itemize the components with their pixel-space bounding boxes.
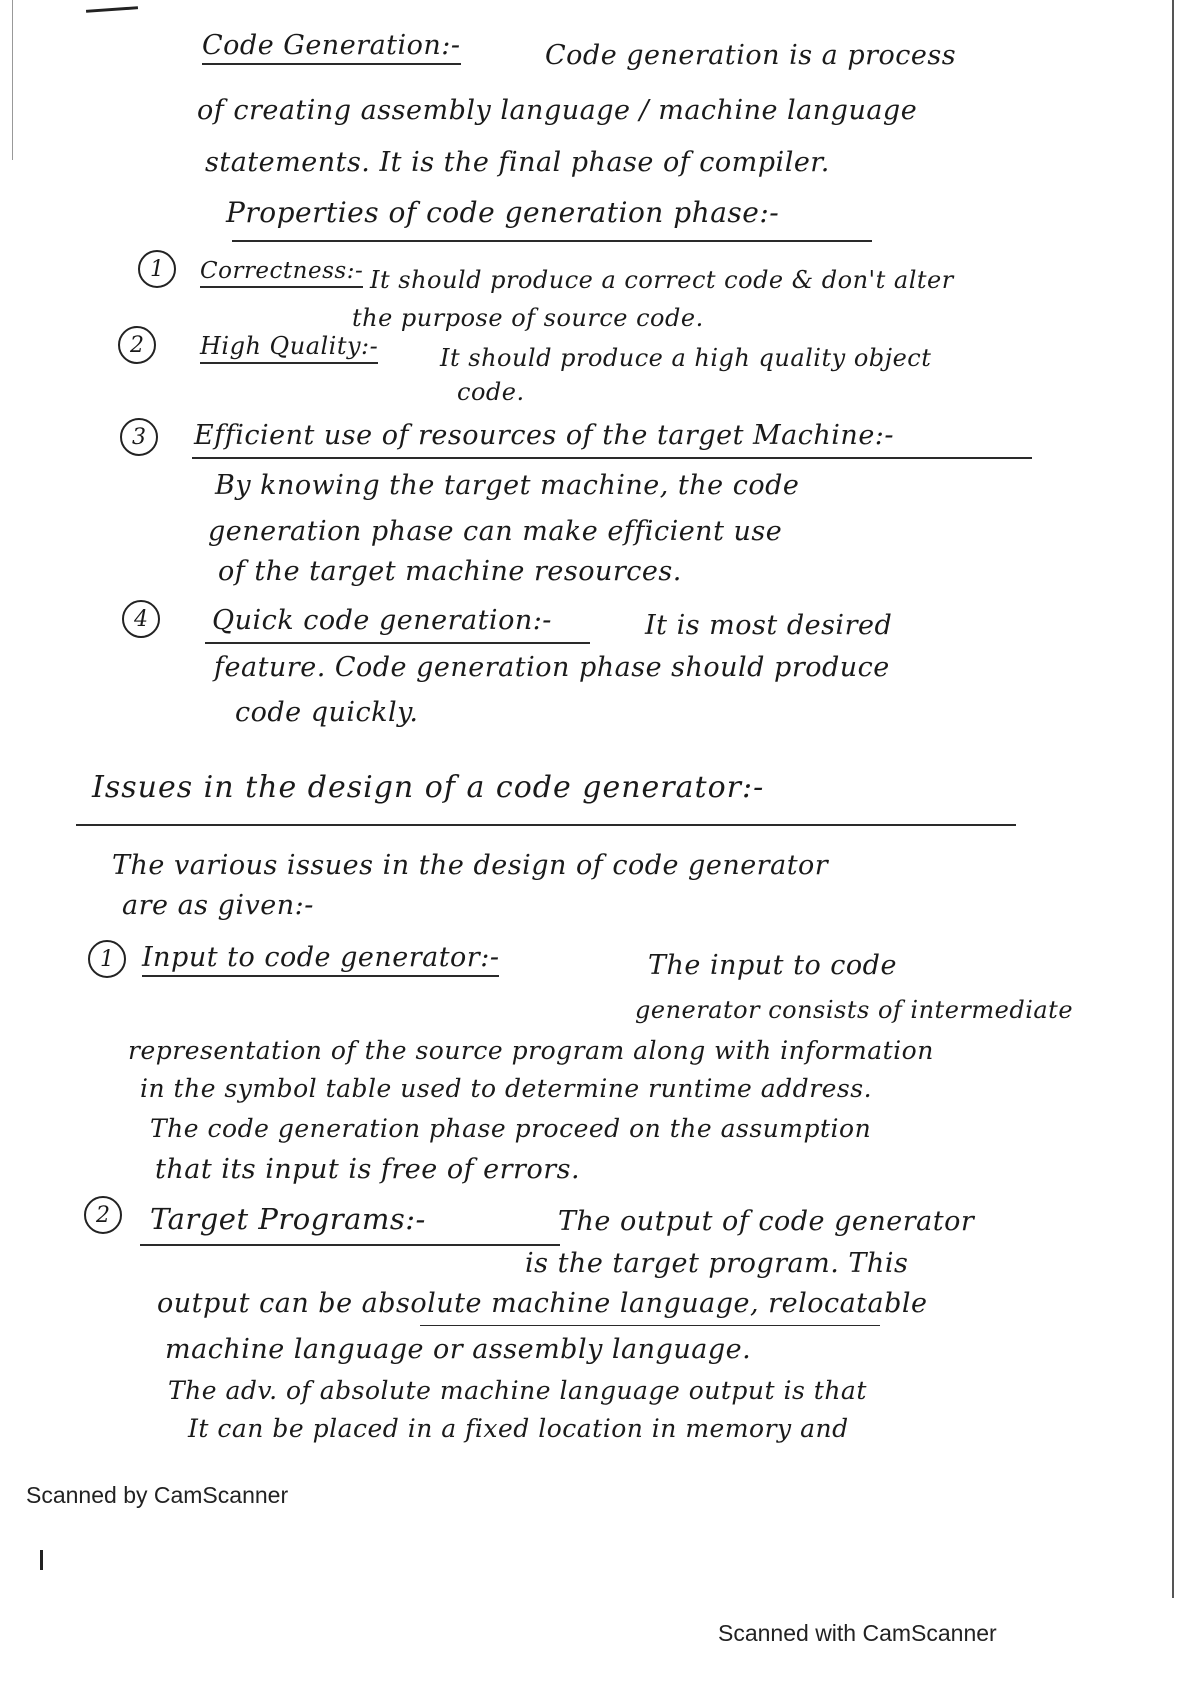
- item-number-1: 1: [138, 250, 176, 288]
- property-2-line-2: code.: [457, 378, 525, 406]
- property-3-line-3: of the target machine resources.: [218, 556, 682, 587]
- issue-number-2: 2: [84, 1196, 122, 1234]
- issue-2-line-5: The adv. of absolute machine language output is that: [168, 1376, 867, 1405]
- property-4-line-1: It is most desired: [645, 610, 893, 641]
- issue-2-line-3-underline: [420, 1325, 880, 1326]
- issue-2-line-6: It can be placed in a fixed location in memory and: [188, 1414, 849, 1443]
- property-1-line-2: the purpose of source code.: [352, 304, 704, 332]
- item-number-2: 2: [118, 326, 156, 364]
- issue-1-line-4: in the symbol table used to determine runtime address.: [140, 1074, 873, 1103]
- issue-2-line-2: is the target program. This: [525, 1248, 909, 1279]
- pen-stroke-mark-left: [40, 1550, 43, 1570]
- issue-1-label: Input to code generator:-: [142, 942, 499, 977]
- property-2-line-1: It should produce a high quality object: [440, 344, 932, 372]
- issue-number-1: 1: [88, 940, 126, 978]
- intro-line-3: statements. It is the final phase of compiler.: [205, 147, 830, 178]
- property-1-line-1: It should produce a correct code & don't alter: [370, 266, 954, 294]
- property-1-label: Correctness:-: [200, 258, 363, 288]
- issues-heading-underline: [76, 824, 1016, 826]
- page-left-edge: [12, 0, 13, 160]
- issue-1-line-5: The code generation phase proceed on the assumption: [150, 1114, 872, 1143]
- issue-2-label: Target Programs:-: [150, 1202, 426, 1236]
- issue-1-line-1: The input to code: [648, 950, 897, 981]
- page-right-edge: [1172, 0, 1174, 1598]
- item-number-4: 4: [122, 600, 160, 638]
- properties-heading: Properties of code generation phase:-: [226, 196, 780, 229]
- issue-1-line-6: that its input is free of errors.: [155, 1154, 581, 1185]
- property-3-line-2: generation phase can make efficient use: [208, 516, 783, 547]
- property-4-line-2: feature. Code generation phase should produce: [214, 652, 890, 683]
- section-title-code-generation: Code Generation:-: [202, 30, 461, 65]
- issues-heading: Issues in the design of a code generator:-: [92, 770, 765, 805]
- intro-line-2: of creating assembly language / machine language: [197, 95, 918, 126]
- issue-2-line-3: output can be absolute machine language, relocatable: [157, 1288, 928, 1319]
- property-3-line-1: By knowing the target machine, the code: [215, 470, 800, 501]
- issue-1-line-2: generator consists of intermediate: [635, 996, 1074, 1024]
- property-4-label-underline: [205, 642, 590, 644]
- issue-2-label-underline: [140, 1244, 560, 1246]
- property-4-line-3: code quickly.: [235, 697, 419, 728]
- issues-intro-line-2: are as given:-: [122, 890, 314, 921]
- issues-intro-line-1: The various issues in the design of code generator: [112, 850, 829, 881]
- pen-stroke-mark: [86, 6, 138, 13]
- property-3-label-underline: [192, 457, 1032, 459]
- property-4-label: Quick code generation:-: [212, 605, 552, 636]
- item-number-3: 3: [120, 418, 158, 456]
- scanned-with-watermark: Scanned with CamScanner: [718, 1620, 997, 1646]
- issue-1-line-3: representation of the source program along with information: [128, 1036, 934, 1065]
- intro-line-1: Code generation is a process: [545, 40, 957, 71]
- property-2-label: High Quality:-: [200, 332, 378, 364]
- issue-2-line-4: machine language or assembly language.: [165, 1334, 752, 1365]
- issue-2-line-1: The output of code generator: [558, 1206, 975, 1237]
- properties-heading-underline: [232, 240, 872, 242]
- property-3-label: Efficient use of resources of the target Machine:-: [194, 420, 895, 451]
- scanned-by-watermark: Scanned by CamScanner: [26, 1482, 289, 1508]
